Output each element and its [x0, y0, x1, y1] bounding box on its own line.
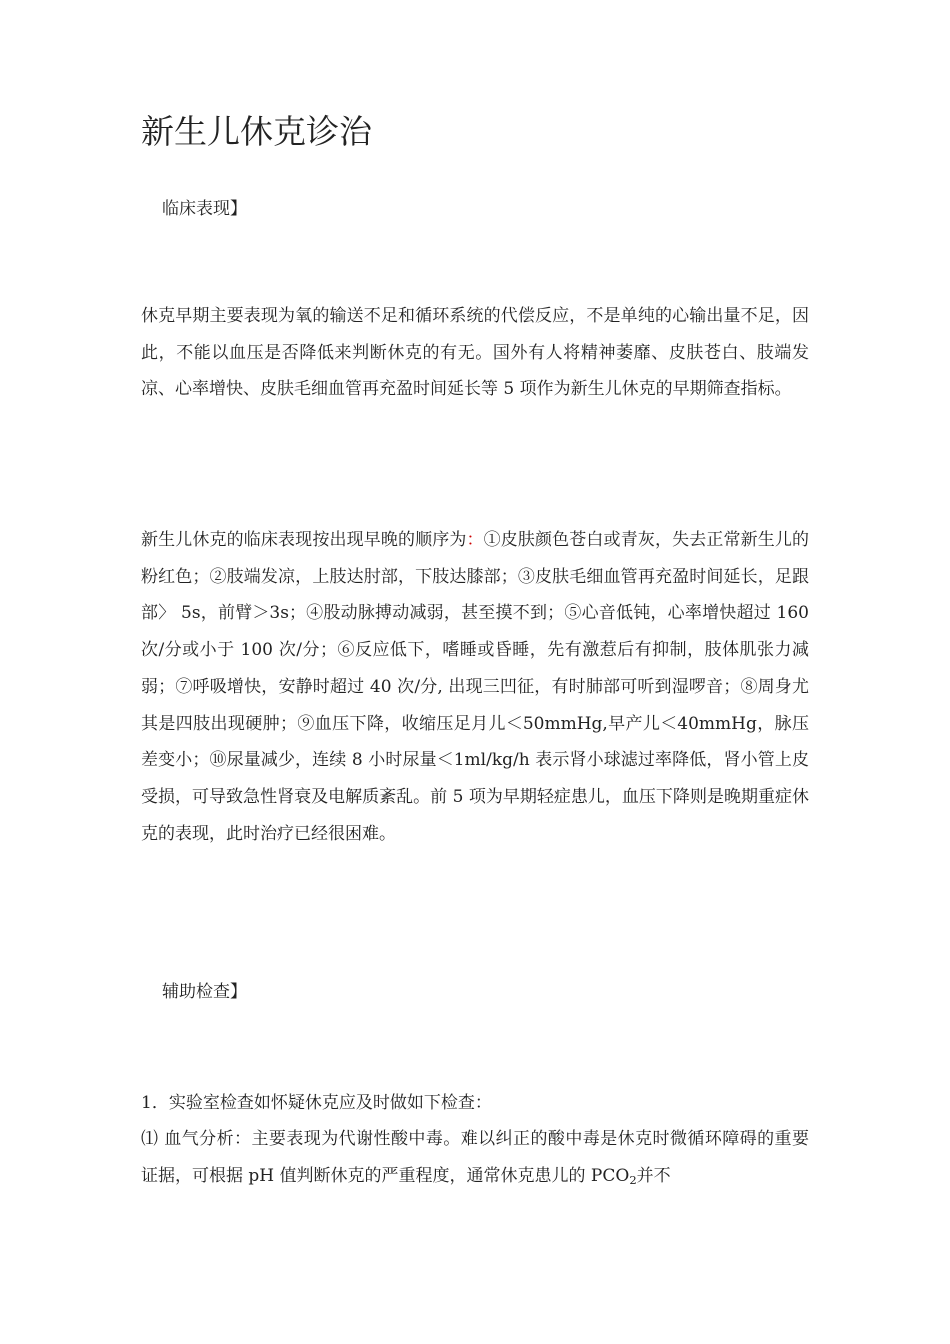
list-item-lab-tests: 1．实验室检查如怀疑休克应及时做如下检查： — [141, 1093, 492, 1113]
para-body-text: ①皮肤颜色苍白或青灰，失去正常新生儿的粉红色；②肢端发凉，上肢达肘部，下肢达膝部；③皮肤毛细血管再充盈时间延长，足跟部〉 5s，前臂＞3s；④股动脉搏动减弱，甚至摸不到；⑤心音低钝，心率增快超过 160 次/分或小于 100 次/分；⑥反应低下，嗜睡或昏睡，先有激惹后有抑制，肢体肌张力减弱；⑦呼吸增快，安静时超过 40 次/分, 出现三凹征，有时肺部可听到湿啰音；⑧周身尤其是四肢出现硬肿；⑨血压下降，收缩压足月儿＜50mmHg,早产儿＜40mmHg，脉压差变小；⑩尿量减少，连续 8 小时尿量＜1ml/kg/h 表示肾小球滤过率降低，肾小管上皮受损，可导致急性肾衰及电解质紊乱。前 5 项为早期轻症患儿，血压下降则是晚期重症休克的表现，此时治疗已经很困难。 — [141, 530, 810, 844]
document-title: 新生儿休克诊治 — [141, 112, 372, 151]
paragraph-early-shock: 休克早期主要表现为氧的输送不足和循环系统的代偿反应，不是单纯的心输出量不足，因此，不能以血压是否降低来判断休克的有无。国外有人将精神萎靡、皮肤苍白、肢端发凉、心率增快、皮肤毛细血管再充盈时间延长等 5 项作为新生儿休克的早期筛查指标。 — [141, 306, 809, 400]
blood-gas-text: ⑴ 血气分析：主要表现为代谢性酸中毒。难以纠正的酸中毒是休克时微循环障碍的重要证据，可根据 pH 值判断休克的严重程度，通常休克患儿的 PCO — [141, 1129, 809, 1186]
pco2-subscript: 2 — [629, 1172, 637, 1187]
paragraph-clinical-manifestations — [141, 522, 809, 852]
blood-gas-tail: 并不 — [636, 1165, 671, 1186]
para-lead-text: 新生儿休克的临床表现按出现早晚的顺序为 — [141, 530, 467, 550]
section-heading-auxiliary: 辅助检查】 — [162, 982, 247, 1002]
para-red-colon: ： — [466, 530, 484, 550]
list-item-blood-gas — [141, 1121, 809, 1194]
section-heading-clinical: 临床表现】 — [162, 199, 247, 219]
